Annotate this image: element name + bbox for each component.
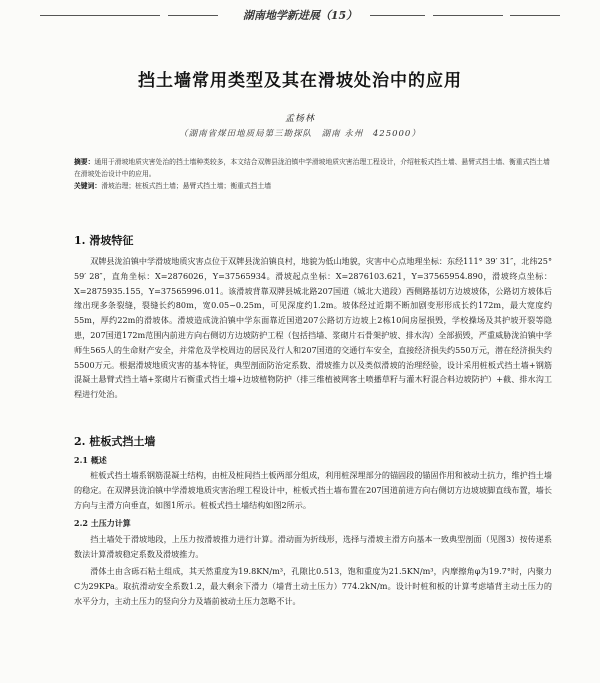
section-1-paragraph: 双牌县泷泊镇中学滑坡地质灾害点位于双牌县泷泊镇良村，地貌为低山地貌，灾害中心点地理坐标：东经111° 39′ 31″，北纬25° 59′ 28″，直角坐标：X=2876026，Y=37565934。滑坡起点坐标：X=2876103.621，Y=37565954.890，滑坡终点坐标：X=2875935.155，Y=37565996.011。该滑坡背靠双牌县城北路207国道（城北大道段）西侧路基切方边坡坡体，公路切方坡体后缘出现多条裂缝，裂缝长约80m，宽0.05~0.25m，可见深度约1.2m。坡体经过近期不断加剧变形形成长约172m，最大宽度约55m，厚约22m的滑坡体。滑坡造成泷泊镇中学东面靠近国道207公路切方边坡上2栋10间房屋损毁，学校操场及其护坡开裂等隐患，207国道172m范围内前进方向右侧切方边坡防护工程（包括挡墙、浆砌片石骨架护坡、排水沟）全部损毁，严重威胁泷泊镇中学师生565人的生命财产安全，并常危及学校周边的居民及行人和207国道的交通行车安全，直接经济损失约550万元，潜在经济损失约5500万元。根据滑坡地质灾害的基本特征，典型剖面防治定系数、滑坡推力以及类似滑坡的治理经验，设计采用桩板式挡土墙+钢筋混凝土悬臂式挡土墙+浆砌片石衡重式挡土墙+边坡植物防护（排三维植被网客土喷播草籽与灌木籽混合料边坡防护）+截、排水沟工程进行处治。 bbox=[74, 256, 552, 400]
section-2-2-paragraph: 挡土墙处于滑坡地段，上压力按滑坡推力进行计算。滑动面为折线形，选择与滑坡主滑方向基本一致典型剖面（见图3）按传递系数法计算滑坡稳定系数及滑坡推力。 bbox=[74, 534, 552, 559]
header-rule bbox=[433, 15, 503, 16]
section-heading-2: 2. 桩板式挡土墙 bbox=[74, 435, 156, 448]
section-2-1-paragraph: 桩板式挡土墙系钢筋混凝土结构，由桩及桩间挡土板两部分组成，利用桩深埋部分的锚固段的锚固作用和被动土抗力，维护挡土墙的稳定。在双牌县泷泊镇中学滑坡地质灾害治理工程设计中，桩板式挡土墙布置在207国道前进方向右侧切方边坡坡脚直线布置，墙长方向与主滑方向垂直，如图1所示。桩板式挡土墙结构如图2所示。 bbox=[74, 470, 552, 510]
section-2-2-paragraph-2: 滑体土由含砾石粘土组成，其天然重度为19.8KN/m³，孔隙比0.513，饱和重度为21.5KN/m³，内摩擦角φ为19.7°时，内聚力C为29KPa。取抗滑动安全系数1.2，最大剩余下滑力（墙背土动土压力）774.2kN/m。设计时桩和板的计算考虑墙背主动土压力的水平分力，主动土压力的竖向分力及墙前被动土压力忽略不计。 bbox=[74, 566, 552, 606]
abstract bbox=[74, 156, 552, 180]
running-header bbox=[40, 7, 560, 21]
keywords-label: 关键词： bbox=[74, 182, 102, 190]
keywords-text: 滑坡治理；桩板式挡土墙；悬臂式挡土墙；衡重式挡土墙 bbox=[101, 182, 272, 190]
subsection-heading-2-1: 2.1 概述 bbox=[74, 455, 107, 465]
running-title: 湖南地学新进展（15） bbox=[242, 9, 358, 22]
header-rule bbox=[40, 15, 160, 16]
header-rule bbox=[168, 15, 218, 16]
author-name: 孟杨林 bbox=[284, 114, 315, 124]
abstract-text: 通用于滑坡地质灾害处治的挡土墙种类较多，本文结合双牌县泷泊镇中学滑坡地质灾害治理工程设计，介绍桩板式挡土墙、悬臂式挡土墙、衡重式挡土墙在滑坡处治设计中的应用。 bbox=[74, 158, 550, 178]
keywords bbox=[74, 180, 552, 192]
section-heading-1: 1. 滑坡特征 bbox=[74, 234, 134, 247]
header-rule bbox=[510, 15, 560, 16]
abstract-label: 摘要： bbox=[74, 158, 95, 166]
article-title: 挡土墙常用类型及其在滑坡处治中的应用 bbox=[138, 71, 462, 91]
abstract-block bbox=[74, 156, 552, 192]
header-rule bbox=[370, 15, 425, 16]
author-affiliation: （湖南省煤田地质局第三勘探队 湖南 永州 425000） bbox=[179, 129, 421, 139]
subsection-heading-2-2: 2.2 土压力计算 bbox=[74, 518, 131, 528]
